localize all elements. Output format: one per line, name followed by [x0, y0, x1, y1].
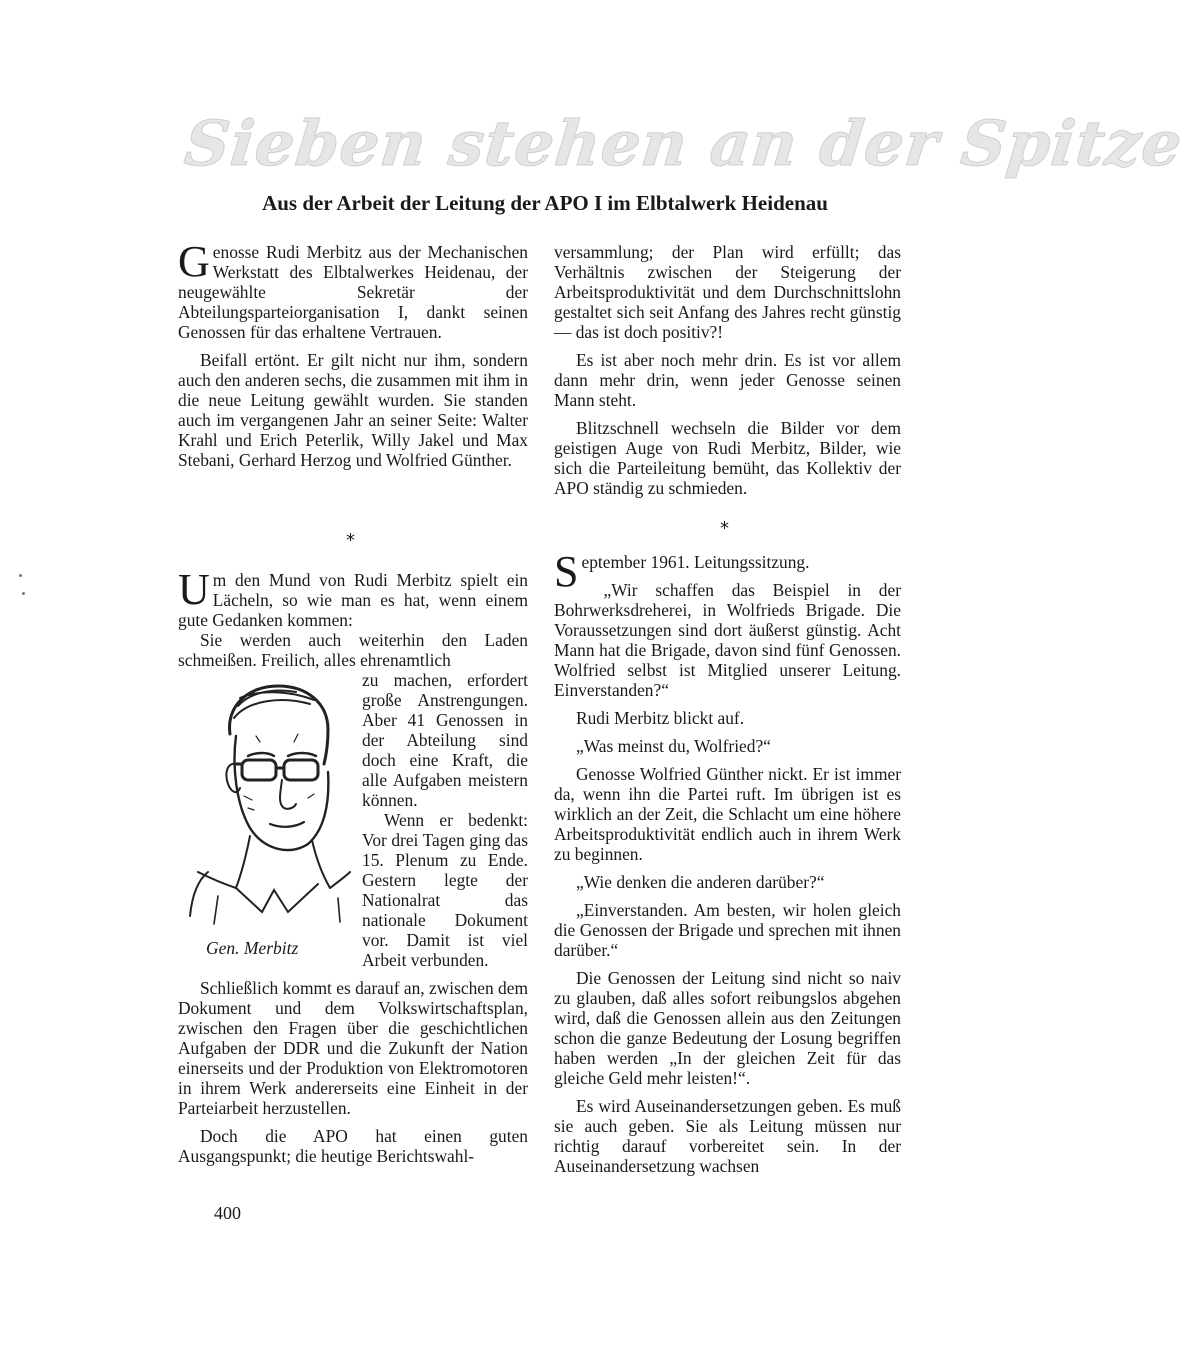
- article-subtitle: Aus der Arbeit der Leitung der APO I im Elbtalwerk Heidenau: [262, 191, 828, 215]
- left-paragraph-5: Wenn er bedenkt: Vor drei Tagen ging das 15. Plenum zu Ende. Gestern legte der Nationalrat das nationale Dokument vor. Damit ist viel Arbeit verbunden.: [362, 810, 528, 970]
- section-separator-right: *: [720, 518, 729, 539]
- right-paragraph-3: Blitzschnell wechseln die Bilder vor dem geistigen Auge von Rudi Merbitz, Bilder, wie sich die Parteileitung bemüht, das Kollektiv der APO ständig zu schmieden.: [554, 418, 901, 498]
- right-paragraph-8: Genosse Wolfried Günther nickt. Er ist immer da, wenn ihn die Partei ruft. Im übrigen ist es wirklich an der Zeit, die Schlacht um eine höhere Arbeitsproduktivität endlich auch in ihrem Werk zu beginnen.: [554, 764, 901, 864]
- right-column-top: [554, 242, 901, 506]
- right-paragraph-6: Rudi Merbitz blickt auf.: [576, 708, 745, 728]
- scan-speck: [19, 574, 22, 577]
- right-paragraph-12: Es wird Auseinandersetzungen geben. Es muß sie auch geben. Sie als Leitung müssen nur richtig darauf vorbereitet sein. In der Auseinandersetzung wachsen: [554, 1096, 901, 1176]
- right-paragraph-7: „Was meinst du, Wolfried?“: [576, 736, 771, 756]
- section-separator-left: *: [346, 530, 355, 551]
- left-paragraph-7: Doch die APO hat einen guten Ausgangspunkt; die heutige Berichtswahl-: [178, 1126, 528, 1166]
- drop-cap-u: U: [178, 565, 210, 614]
- right-paragraph-10: „Einverstanden. Am besten, wir holen gleich die Genossen der Brigade und sprechen mit ihnen darüber.“: [554, 900, 901, 960]
- right-paragraph-4: September 1961. Leitungssitzung.: [554, 547, 810, 596]
- portrait-caption: Gen. Merbitz: [206, 938, 299, 958]
- left-column-top: [178, 237, 528, 478]
- portrait-sketch: [178, 676, 356, 938]
- right-paragraph-11: Die Genossen der Leitung sind nicht so naiv zu glauben, daß alles sofort reibungslos abgehen wird, daß die Genossen allein aus den Zeitungen schon die ganze Bedeutung der Losung begriffen haben werden „In der gleichen Zeit für das gleiche Geld mehr leisten!“.: [554, 968, 901, 1088]
- drop-cap-g: G: [178, 237, 210, 286]
- drop-cap-s: S: [554, 547, 579, 596]
- page-number: 400: [214, 1203, 241, 1223]
- article-headline: Sieben stehen an der Spitze: [181, 107, 1186, 180]
- right-paragraph-9: „Wie denken die anderen darüber?“: [576, 872, 825, 892]
- left-paragraph-1: Genosse Rudi Merbitz aus der Mechanischen Werkstatt des Elbtalwerkes Heidenau, der neugewählte Sekretär der Abteilungsparteiorganisation I, dankt seinen Genossen für das erhaltene Vertrauen.: [178, 237, 528, 342]
- left-paragraph-6: Schließlich kommt es darauf an, zwischen dem Dokument und dem Volkswirtschaftsplan, zwischen den Fragen über die geschichtlichen Aufgaben der DDR und die Zukunft der Nation einerseits und der Produktion von Elektromotoren in ihrem Werk andererseits eine Einheit in der Parteiarbeit herzustellen.: [178, 978, 528, 1118]
- right-paragraph-2: Es ist aber noch mehr drin. Es ist vor allem dann mehr drin, wenn jeder Genosse seinen Mann steht.: [554, 350, 901, 410]
- right-paragraph-5: „Wir schaffen das Beispiel in der Bohrwerksdreherei, in Wolfrieds Brigade. Die Voraussetzungen sind dort äußerst günstig. Acht Mann hat die Brigade, davon sind fünf Genossen. Wolfried selbst ist Mitglied unserer Leitung. Einverstanden?“: [554, 580, 901, 700]
- right-column-bottom: [554, 547, 901, 1184]
- left-paragraph-3: Um den Mund von Rudi Merbitz spielt ein Lächeln, so wie man es hat, wenn einem gute Gedanken kommen:: [178, 565, 528, 630]
- left-paragraph-2: Beifall ertönt. Er gilt nicht nur ihm, sondern auch den anderen sechs, die zusammen mit ihm in die neue Leitung gewählt wurden. Sie standen auch im vergangenen Jahr an seiner Seite: Walter Krahl und Erich Peterlik, Willy Jakel und Max Stebani, Gerhard Herzog und Wolfried Günther.: [178, 350, 528, 470]
- right-paragraph-1: versammlung; der Plan wird erfüllt; das Verhältnis zwischen der Steigerung der Arbeitsproduktivität und dem Durchschnittslohn gestaltet sich seit Anfang des Jahres recht günstig — das ist doch positiv?!: [554, 242, 901, 342]
- left-paragraph-4-intro: Sie werden auch weiterhin den Laden schmeißen. Freilich, alles ehrenamtlich: [178, 630, 528, 670]
- scan-speck: [22, 592, 25, 595]
- left-paragraph-4-wrap: zu machen, erfordert große Anstrengungen. Aber 41 Genossen in der Abteilung sind doch eine Kraft, die alle Aufgaben meistern können.: [362, 670, 528, 810]
- portrait-illustration: [178, 676, 356, 976]
- left-column-bottom: [178, 565, 528, 1174]
